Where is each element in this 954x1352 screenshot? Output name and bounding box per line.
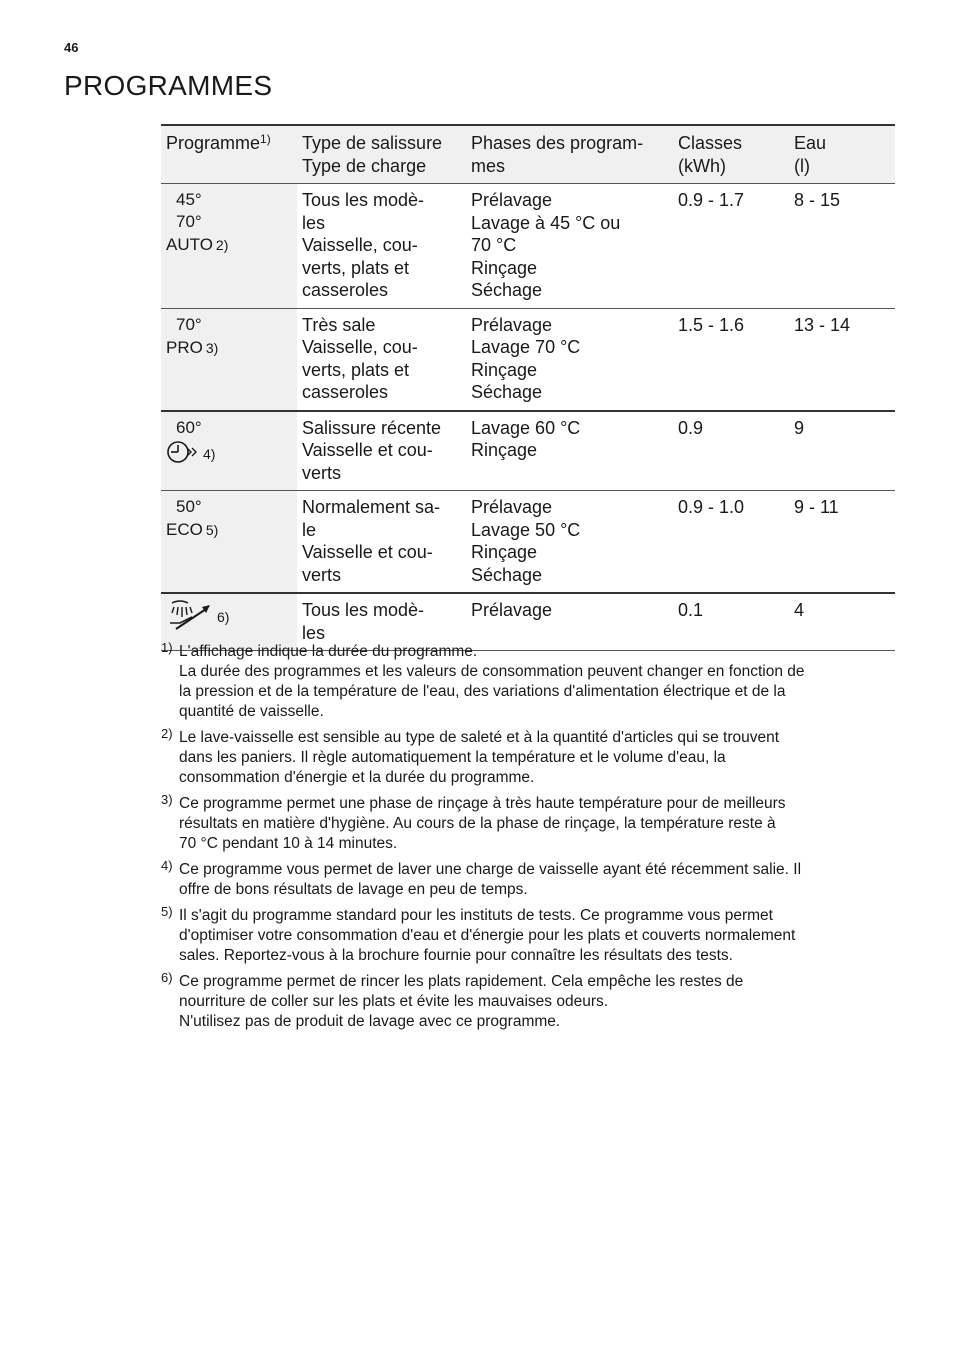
- energy-cell: 0.9: [678, 417, 704, 438]
- programme-symbol-eco: 50° ECO 5): [161, 491, 297, 594]
- programme-tag-auto: AUTO: [166, 235, 213, 254]
- table-row-quick: [161, 411, 895, 491]
- footnote-4: 4) Ce programme vous permet de laver une charge de vaisselle ayant été récemment salie. Il offre de bons résultats de lavage en peu de temps.: [161, 858, 802, 898]
- footnote-ref: 5): [205, 522, 219, 538]
- programme-symbol-pro: 70° PRO 3): [161, 308, 297, 411]
- table-row-eco: [161, 491, 895, 594]
- energy-cell: 0.9 - 1.0: [678, 497, 745, 517]
- header-classes: Classes (kWh): [678, 133, 743, 176]
- water-cell: 13 - 14: [794, 314, 851, 335]
- energy-cell: 0.9 - 1.7: [678, 190, 745, 210]
- footnote-mark: 4): [161, 858, 173, 873]
- footnote-ref: 4): [203, 445, 216, 462]
- table-row-auto: [161, 184, 895, 309]
- page-number: 46: [64, 40, 79, 55]
- footnote-3: 3) Ce programme permet une phase de rinçage à très haute température pour de meilleurs résultats en matière d'hygiène. Au cours de la phase de rinçage, la température reste à 70 °C pendant 10 à 14 minutes.: [161, 792, 786, 852]
- soil-cell: Très sale Vaisselle, cou- verts, plats et casseroles: [302, 314, 418, 402]
- water-cell: 9: [794, 417, 805, 438]
- footnote-mark: 3): [161, 792, 173, 807]
- programme-symbol-auto: 45° 70° AUTO 2): [161, 184, 297, 309]
- phases-cell: Prélavage: [471, 600, 553, 620]
- programme-table: [161, 124, 895, 651]
- footnotes: [161, 642, 901, 1038]
- footnote-1: 1) L'affichage indique la durée du programme. La durée des programmes et les valeurs de consommation peuvent changer en fonction de la pression et de la température de l'eau, des variations d'alimentation électrique et de la quantité de vaisselle.: [161, 640, 805, 720]
- phases-cell: Prélavage Lavage à 45 °C ou 70 °C Rinçage Séchage: [471, 190, 621, 300]
- table-row-pro: [161, 308, 895, 411]
- footnote-2: 2) Le lave-vaisselle est sensible au type de saleté et à la quantité d'articles qui se trouvent dans les paniers. Il règle automatiquement la température et le volume d'eau, la consommation d'énergie et la durée du programme.: [161, 726, 780, 786]
- footnote-mark: 6): [161, 970, 173, 985]
- footnote-ref: 2): [215, 237, 229, 253]
- water-cell: 4: [794, 600, 805, 620]
- water-cell: 8 - 15: [794, 190, 841, 210]
- rinse-shower-icon: [166, 599, 214, 636]
- programme-tag-pro: PRO: [166, 337, 203, 357]
- soil-cell: Salissure récente Vaisselle et cou- verts: [302, 417, 442, 483]
- header-water: Eau (l): [794, 133, 827, 176]
- footnote-mark: 5): [161, 904, 173, 919]
- header-programme-ref: 1): [260, 132, 271, 146]
- water-cell: 9 - 11: [794, 497, 839, 517]
- page-title: PROGRAMMES: [64, 70, 273, 101]
- energy-cell: 1.5 - 1.6: [678, 314, 745, 335]
- programme-symbol-quick: 60° 4): [161, 411, 297, 491]
- footnote-ref: 3): [205, 339, 219, 356]
- footnote-5: 5) Il s'agit du programme standard pour les instituts de tests. Ce programme vous permet d'optimiser votre consommation d'eau et d'énergie pour les plats et couverts normalement sales. Reportez-vous à la brochure fournie pour connaître les résultats des tests.: [161, 904, 796, 964]
- footnote-mark: 1): [161, 640, 173, 655]
- table-header-row: [161, 125, 895, 184]
- phases-cell: Lavage 60 °C Rinçage: [471, 417, 581, 460]
- phases-cell: Prélavage Lavage 50 °C Rinçage Séchage: [471, 497, 581, 585]
- phases-cell: Prélavage Lavage 70 °C Rinçage Séchage: [471, 314, 581, 402]
- energy-cell: 0.1: [678, 600, 704, 620]
- soil-cell: Tous les modè- les: [302, 600, 425, 643]
- footnote-6: 6) Ce programme permet de rincer les plats rapidement. Cela empêche les restes de nourriture de coller sur les plats et évite les mauvaises odeurs. N'utilisez pas de produit de lavage avec ce programme.: [161, 970, 744, 1030]
- programme-tag-eco: ECO: [166, 520, 203, 539]
- soil-cell: Tous les modè- les Vaisselle, cou- verts, plats et casseroles: [302, 190, 425, 300]
- header-phases: Phases des program- mes: [471, 133, 644, 176]
- header-soil: Type de salissure Type de charge: [302, 133, 443, 176]
- quick-clock-icon: [166, 439, 200, 470]
- footnote-ref: 6): [217, 609, 230, 626]
- header-programme: Programme$^{1)}$: [166, 132, 271, 153]
- footnote-mark: 2): [161, 726, 173, 741]
- soil-cell: Normalement sa- le Vaisselle et cou- verts: [302, 497, 441, 585]
